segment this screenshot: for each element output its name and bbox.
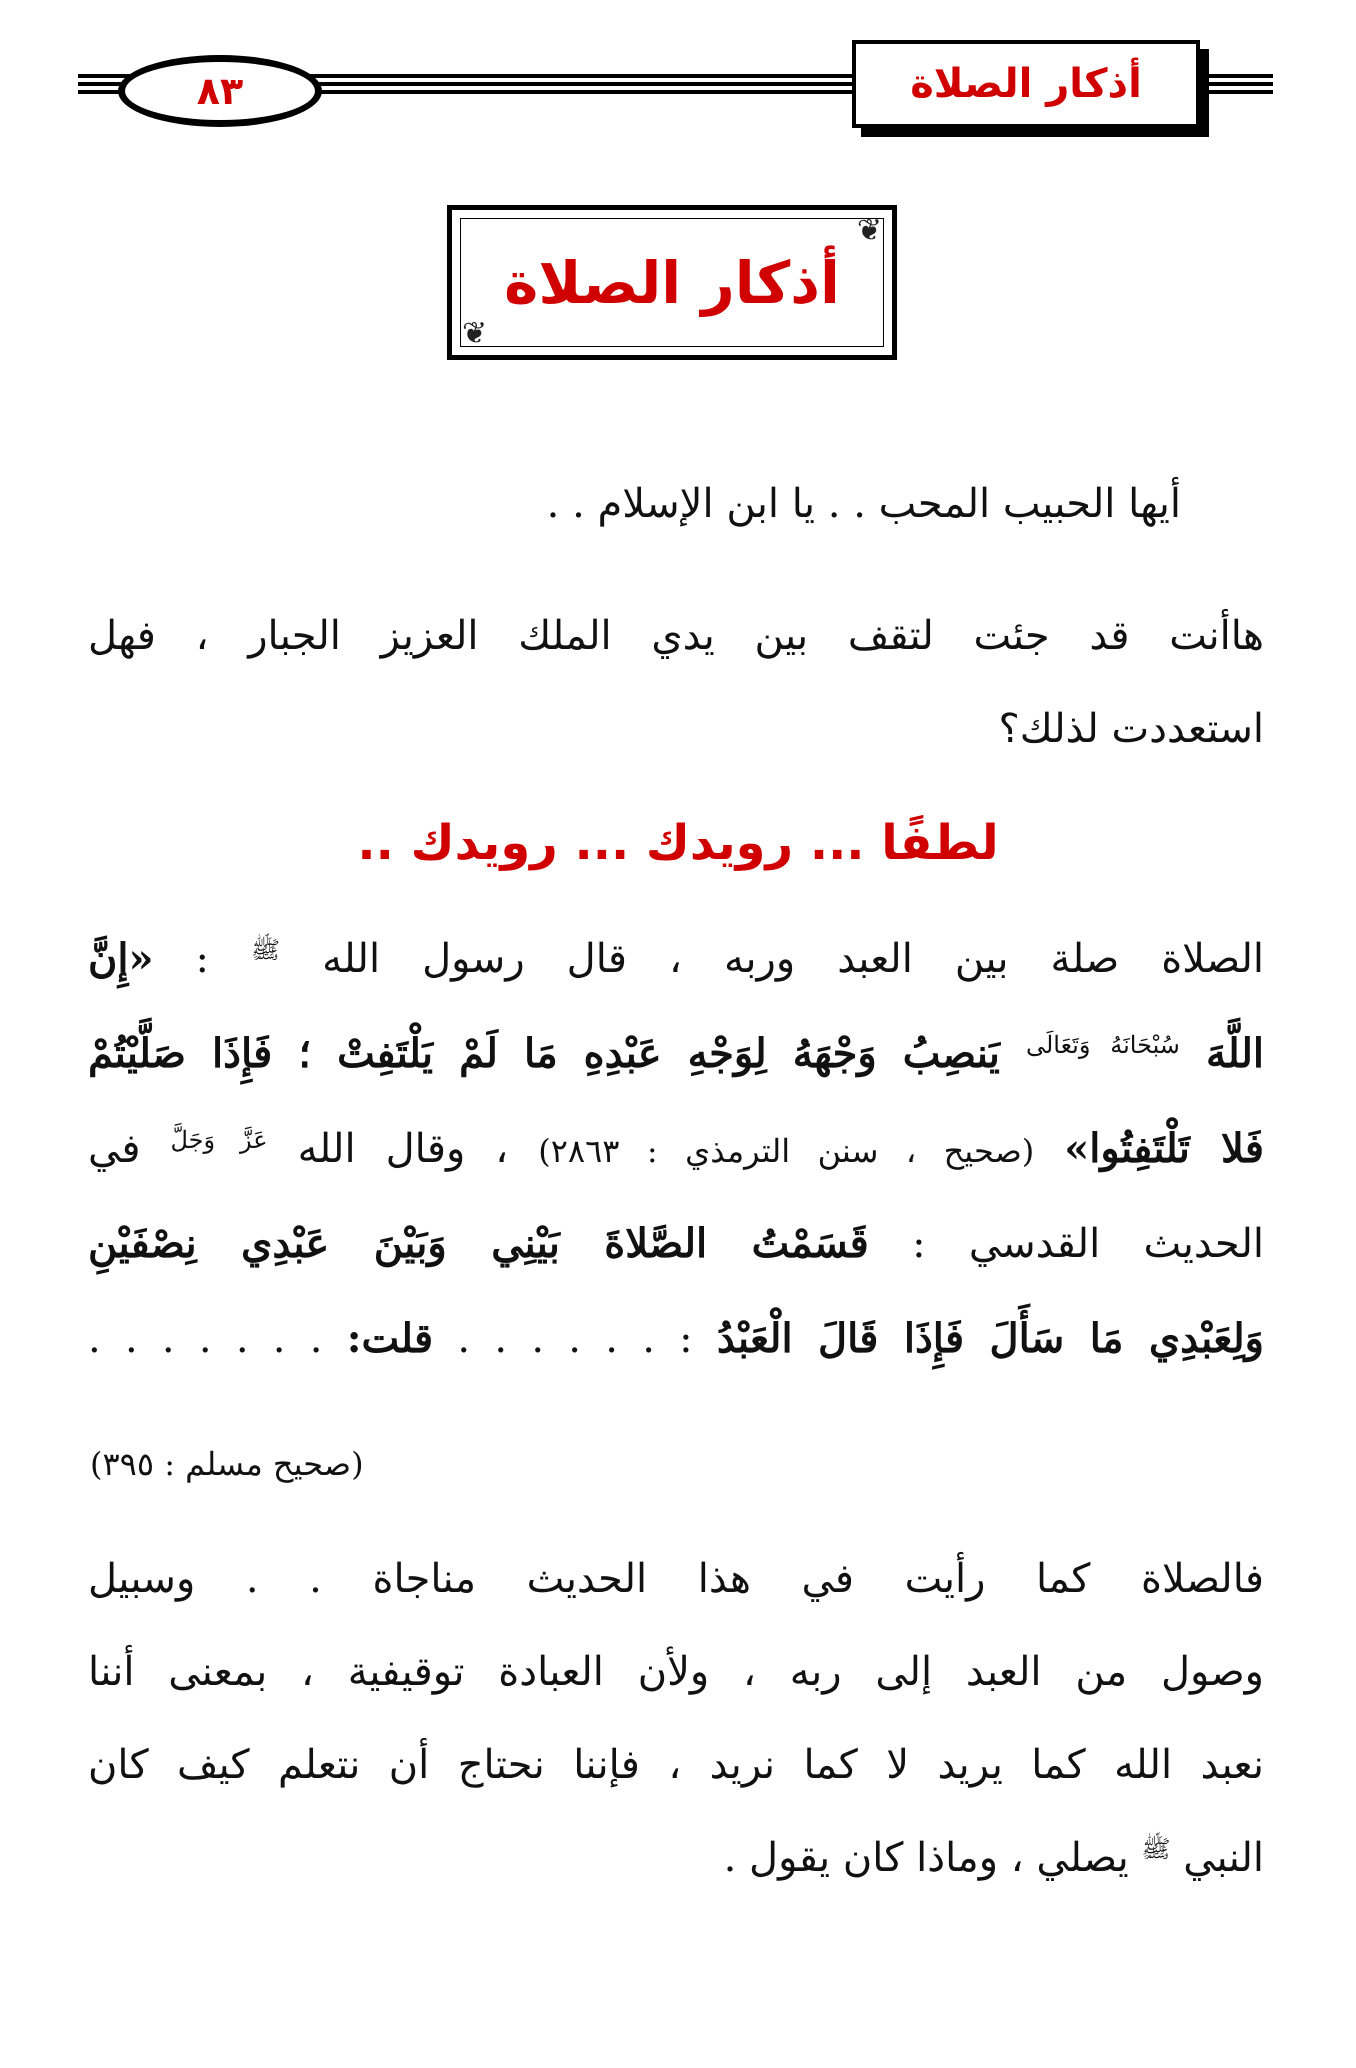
hadith-line-5 — [88, 1315, 1264, 1363]
chapter-title: أذكار الصلاة — [504, 248, 840, 317]
section-subheading: لطفًا ... رويدك ... رويدك .. — [357, 815, 999, 871]
hadith-quote: قلت: — [346, 1315, 434, 1362]
hadith-line-4 — [88, 1220, 1264, 1268]
paragraph-line: وصول من العبد إلى ربه ، ولأن العبادة توقيفية ، بمعنى أننا — [88, 1649, 1264, 1695]
hadith-text: الحديث القدسي : — [912, 1221, 1264, 1267]
hadith-reference: (صحيح ، سنن الترمذي : ٢٨٦٣) — [538, 1132, 1035, 1170]
paragraph-line: نعبد الله كما يريد لا كما نريد ، فإننا نحتاج أن نتعلم كيف كان — [88, 1742, 1264, 1788]
hadith-quote: «إِنَّ — [88, 935, 154, 982]
hadith-quote: وَلِعَبْدِي مَا سَأَلَ فَإِذَا قَالَ الْعَبْدُ — [716, 1315, 1264, 1362]
hadith-quote: اللَّهَ — [1206, 1030, 1264, 1077]
corner-ornament-icon: ❦ — [856, 213, 882, 248]
hadith-quote: يَنصِبُ وَجْهَهُ لِوَجْهِ عَبْدِهِ مَا لَمْ يَلْتَفِتْ ؛ فَإِذَا صَلَّيْتُمْ — [88, 1030, 1000, 1077]
hadith-text: الصلاة صلة بين العبد وربه ، قال رسول الله — [322, 936, 1265, 982]
hadith-quote: فَلا تَلْتَفِتُوا» — [1064, 1125, 1265, 1172]
hadith-line-3 — [88, 1125, 1264, 1173]
page-number: ٨٣ — [118, 55, 322, 127]
honorific-glyph: عَزَّ وَجَلَّ — [170, 1126, 268, 1154]
salawat-glyph: ﷺ — [1141, 1835, 1171, 1863]
hadith-line-2 — [88, 1030, 1264, 1078]
hadith-text: في — [88, 1126, 141, 1172]
hadith-quote: قَسَمْتُ الصَّلاةَ بَيْنِي وَبَيْنَ عَبْدِي نِصْفَيْنِ — [88, 1220, 869, 1267]
hadith-reference: (صحيح مسلم : ٣٩٥) — [90, 1445, 364, 1483]
running-title: أذكار الصلاة — [852, 40, 1200, 128]
salawat-glyph: ﷺ — [251, 936, 281, 964]
hadith-text: : . . . . . . — [457, 1316, 693, 1362]
hadith-text: ، وقال الله — [297, 1126, 509, 1172]
hadith-line-1 — [88, 935, 1264, 983]
corner-ornament-icon: ❦ — [462, 316, 488, 351]
paragraph-text: يصلي ، وماذا كان يقول . — [723, 1835, 1129, 1881]
chapter-title-box — [447, 205, 897, 360]
hadith-colon: : — [195, 936, 210, 982]
hadith-text: . . . . . . . — [88, 1316, 323, 1362]
paragraph-line: أيها الحبيب المحب . . يا ابن الإسلام . . — [546, 481, 1181, 527]
honorific-glyph: سُبْحَانَهُ وَتَعَالَى — [1025, 1031, 1180, 1059]
paragraph-line: استعددت لذلك؟ — [998, 706, 1264, 752]
paragraph-text: النبي — [1183, 1835, 1264, 1881]
paragraph-line — [724, 1834, 1264, 1882]
paragraph-line: فالصلاة كما رأيت في هذا الحديث مناجاة . . وسبيل — [88, 1556, 1264, 1602]
paragraph-line: هاأنت قد جئت لتقف بين يدي الملك العزيز الجبار ، فهل — [88, 613, 1264, 659]
